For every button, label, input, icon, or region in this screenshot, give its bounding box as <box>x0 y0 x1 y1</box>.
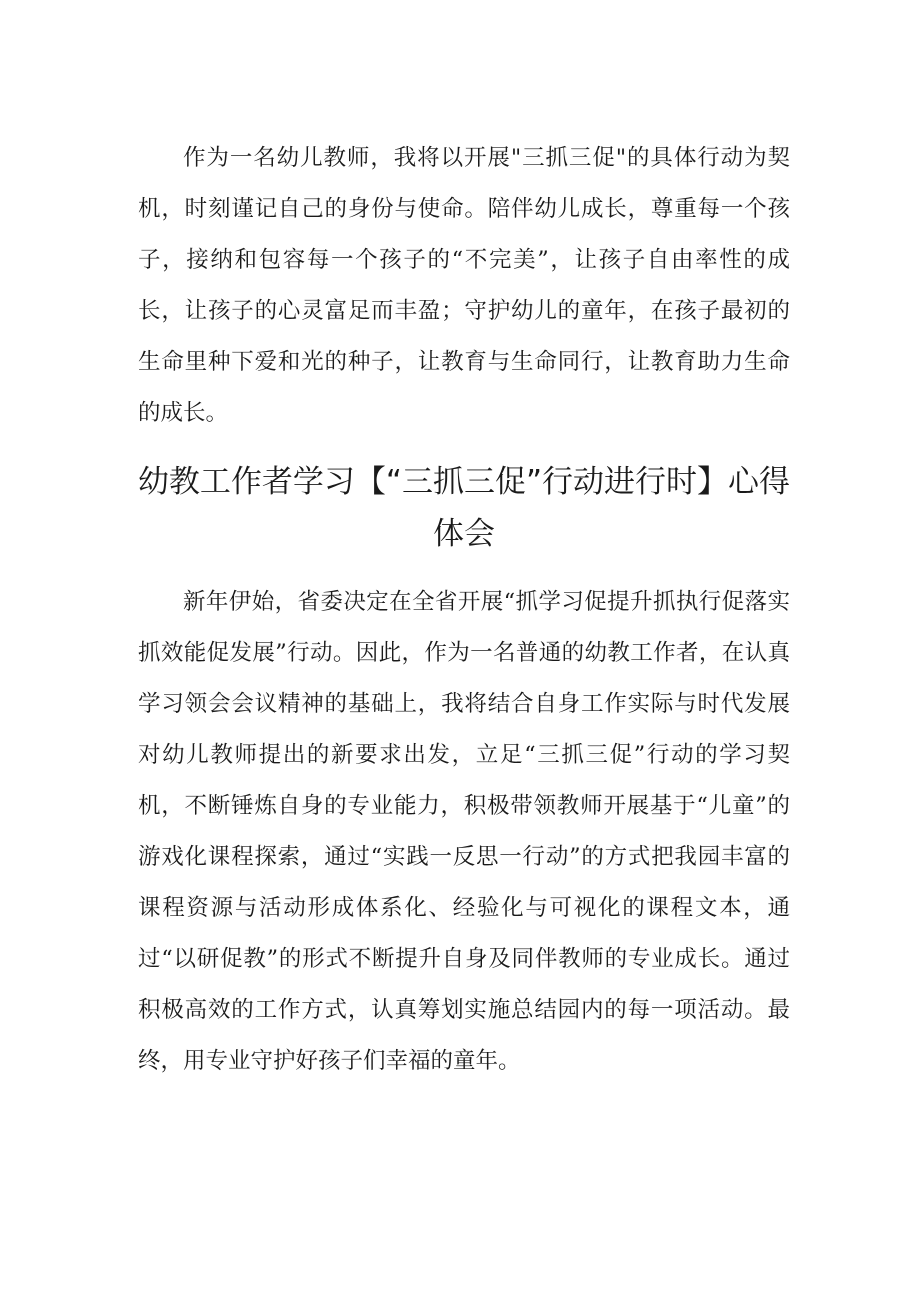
body-paragraph-1: 作为一名幼儿教师，我将以开展"三抓三促"的具体行动为契机，时刻谨记自己的身份与使命。陪伴幼儿成长，尊重每一个孩子，接纳和包容每一个孩子的“不完美”，让孩子自由率性的成长，让孩子的心灵富足而丰盈；守护幼儿的童年，在孩子最初的生命里种下爱和光的种子，让教育与生命同行，让教育助力生命的成长。 <box>138 145 790 426</box>
section-title: 幼教工作者学习【“三抓三促”行动进行时】心得体会 <box>137 464 791 552</box>
body-paragraph-2: 新年伊始，省委决定在全省开展“抓学习促提升抓执行促落实抓效能促发展”行动。因此，作为一名普通的幼教工作者，在认真学习领会会议精神的基础上，我将结合自身工作实际与时代发展对幼儿教师提出的新要求出发，立足“三抓三促”行动的学习契机，不断锤炼自身的专业能力，积极带领教师开展基于“儿童”的游戏化课程探索，通过“实践一反思一行动”的方式把我园丰富的课程资源与活动形成体系化、经验化与可视化的课程文本，通过“以研促教”的形式不断提升自身及同伴教师的专业成长。通过积极高效的工作方式，认真筹划实施总结园内的每一项活动。最终，用专业守护好孩子们幸福的童年。 <box>138 589 790 1074</box>
